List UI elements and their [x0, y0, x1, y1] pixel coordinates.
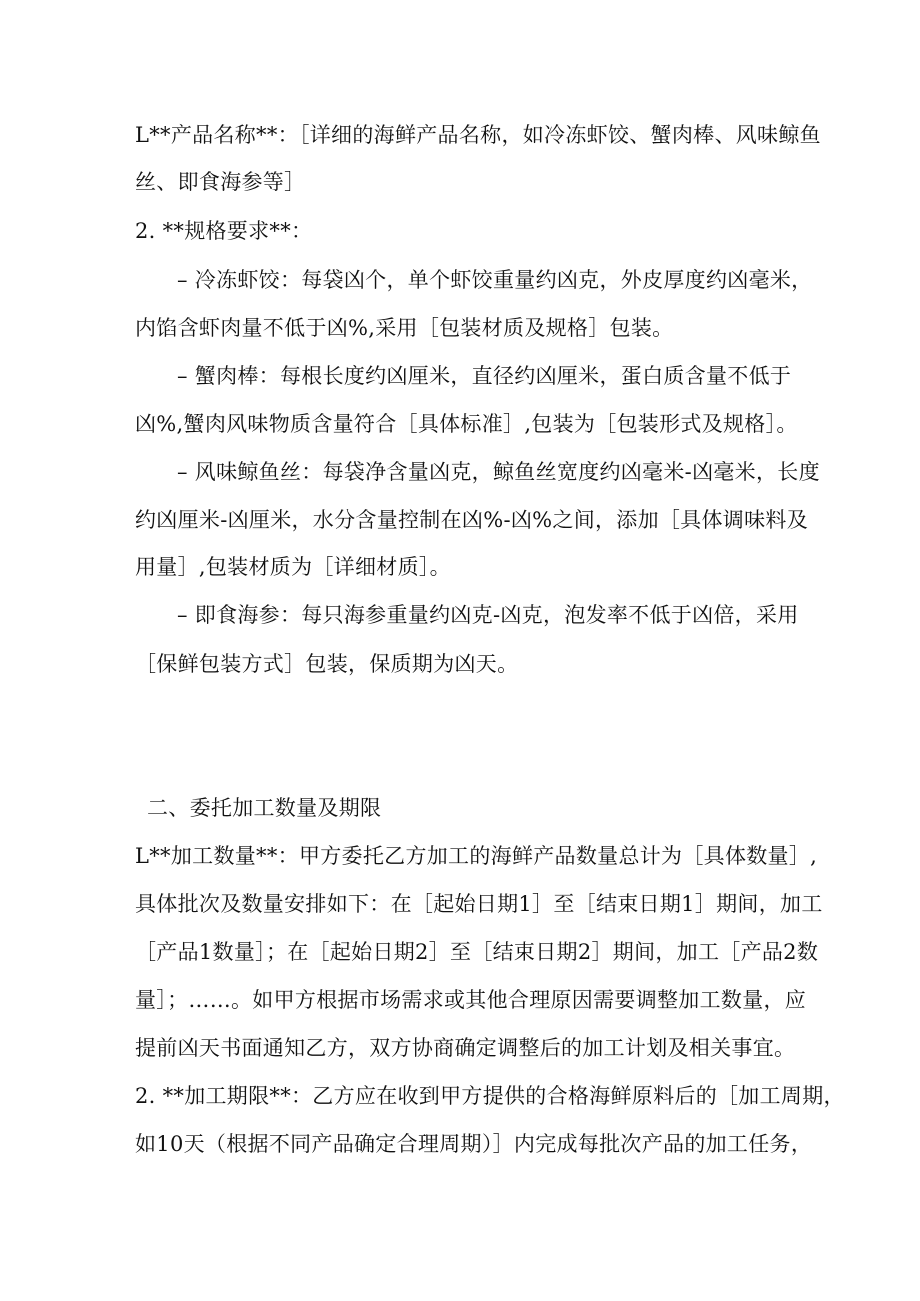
processing-deadline-line-2: 如10天（根据不同产品确定合理周期）］内完成每批次产品的加工任务，: [135, 1132, 813, 1156]
processing-quantity-line-5: 提前凶天书面通知乙方，双方协商确定调整后的加工计划及相关事宜。: [135, 1036, 796, 1060]
whale-shred-line-1: – 风味鲸鱼丝：每袋净含量凶克，鲸鱼丝宽度约凶毫米-凶毫米，长度: [177, 460, 820, 484]
product-name-line-1: L**产品名称**：［详细的海鲜产品名称，如冷冻虾饺、蟹肉棒、风味鲸鱼: [135, 123, 821, 147]
sea-cucumber-line-1: – 即食海参：每只海参重量约凶克-凶克，泡发率不低于凶倍，采用: [177, 603, 799, 627]
processing-quantity-line-2: 具体批次及数量安排如下：在［起始日期1］至［结束日期1］期间，加工: [135, 892, 823, 916]
spec-requirements-title: 2. **规格要求**：: [135, 219, 313, 243]
frozen-shrimp-dumpling-line-1: – 冷冻虾饺：每袋凶个，单个虾饺重量约凶克，外皮厚度约凶毫米，: [177, 268, 813, 292]
processing-quantity-line-3: ［产品1数量］；在［起始日期2］至［结束日期2］期间，加工［产品2数: [135, 940, 819, 964]
sea-cucumber-line-2: ［保鲜包装方式］包装，保质期为凶天。: [135, 652, 519, 676]
crab-stick-line-2: 凶%,蟹肉风味物质含量符合［具体标准］,包装为［包装形式及规格］。: [135, 412, 798, 436]
processing-quantity-line-1: L**加工数量**：甲方委托乙方加工的海鲜产品数量总计为［具体数量］,: [135, 844, 818, 868]
whale-shred-line-3: 用量］,包装材质为［详细材质］。: [135, 555, 451, 579]
whale-shred-line-2: 约凶厘米-凶厘米，水分含量控制在凶%-凶%之间，添加［具体调味料及: [135, 508, 808, 532]
section-heading: 二、委托加工数量及期限: [147, 796, 382, 820]
product-name-line-2: 丝、即食海参等］: [135, 170, 306, 194]
frozen-shrimp-dumpling-line-2: 内馅含虾肉量不低于凶%,采用［包装材质及规格］包装。: [135, 316, 674, 340]
crab-stick-line-1: – 蟹肉棒：每根长度约凶厘米，直径约凶厘米，蛋白质含量不低于: [177, 364, 792, 388]
processing-deadline-line-1: 2. **加工期限**：乙方应在收到甲方提供的合格海鲜原料后的［加工周期，: [135, 1084, 845, 1108]
processing-quantity-line-4: 量］；……。如甲方根据市场需求或其他合理原因需要调整加工数量，应: [135, 988, 807, 1012]
